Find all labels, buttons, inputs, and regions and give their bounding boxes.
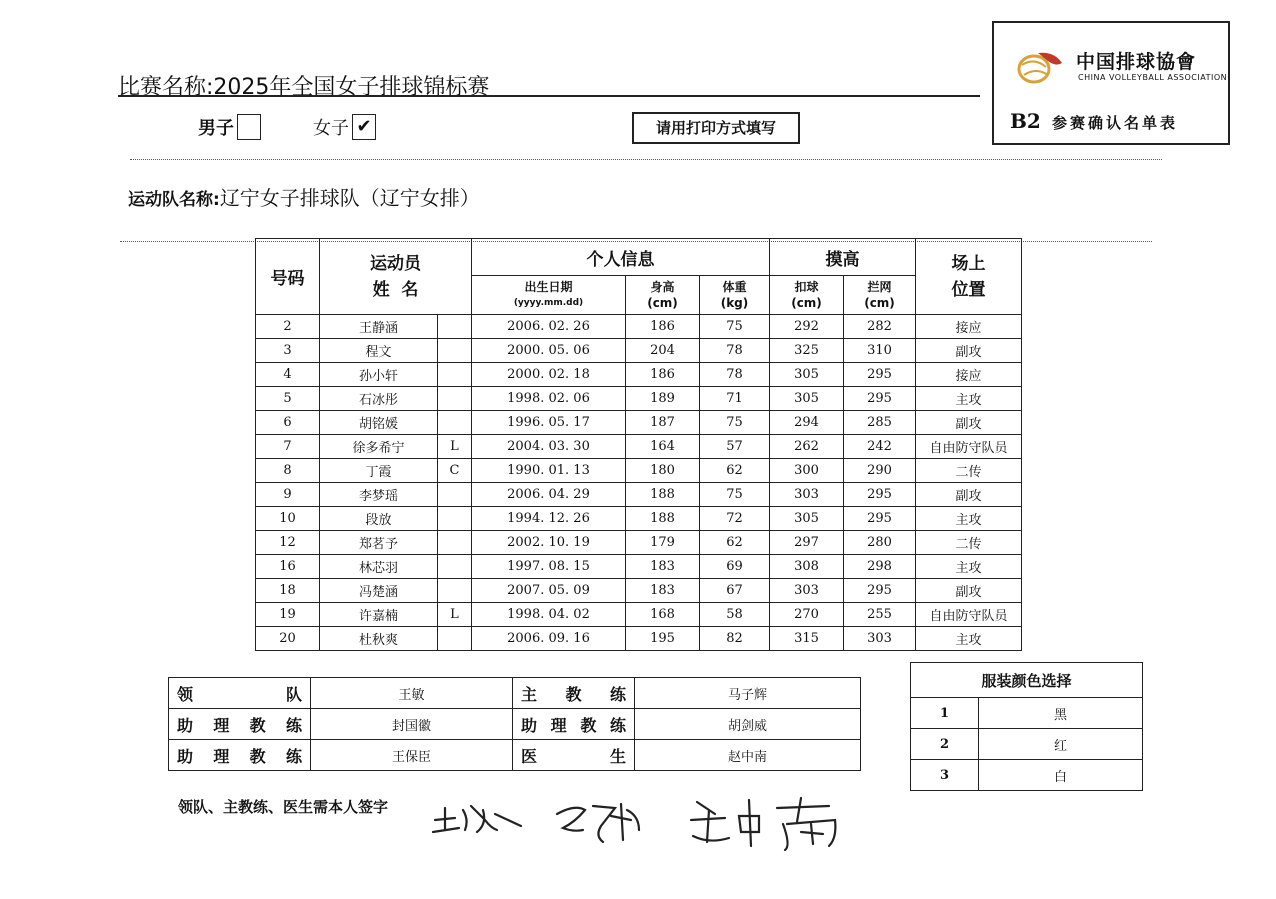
uniform-cell-color: 黑 (979, 698, 1143, 729)
roster-cell-name: 石冰彤 (320, 387, 438, 411)
roster-cell-height: 195 (626, 627, 700, 651)
roster-cell-mark (438, 579, 472, 603)
roster-cell-name: 林芯羽 (320, 555, 438, 579)
header-block-label: 拦网 (867, 280, 892, 294)
roster-cell-birth: 2002. 10. 19 (472, 531, 626, 555)
roster-cell-birth: 2006. 04. 29 (472, 483, 626, 507)
header-personal-info: 个人信息 (472, 239, 770, 276)
roster-cell-birth: 2004. 03. 30 (472, 435, 626, 459)
roster-cell-mark (438, 555, 472, 579)
roster-cell-no: 16 (256, 555, 320, 579)
roster-cell-block: 282 (844, 315, 916, 339)
print-instruction-box: 请用打印方式填写 (632, 112, 800, 144)
roster-cell-name: 郑茗予 (320, 531, 438, 555)
roster-cell-height: 204 (626, 339, 700, 363)
roster-cell-spike: 297 (770, 531, 844, 555)
female-label: 女子 (313, 118, 349, 139)
roster-row (256, 579, 1022, 603)
roster-cell-birth: 1990. 01. 13 (472, 459, 626, 483)
roster-cell-mark (438, 627, 472, 651)
roster-cell-birth: 2006. 09. 16 (472, 627, 626, 651)
roster-row (256, 459, 1022, 483)
roster-cell-spike: 305 (770, 363, 844, 387)
roster-cell-birth: 2000. 02. 18 (472, 363, 626, 387)
roster-cell-weight: 58 (700, 603, 770, 627)
roster-cell-height: 187 (626, 411, 700, 435)
roster-cell-no: 5 (256, 387, 320, 411)
roster-cell-block: 295 (844, 579, 916, 603)
roster-cell-name: 孙小轩 (320, 363, 438, 387)
roster-row (256, 315, 1022, 339)
header-height (626, 276, 700, 315)
volleyball-emblem-icon (1016, 47, 1070, 87)
header-spike (770, 276, 844, 315)
staff-row (169, 709, 861, 740)
roster-cell-block: 285 (844, 411, 916, 435)
roster-cell-name: 程文 (320, 339, 438, 363)
roster-row (256, 435, 1022, 459)
staff-cell-role-left: 领队 (169, 678, 311, 709)
gender-row (198, 114, 376, 140)
roster-cell-spike: 325 (770, 339, 844, 363)
handwritten-signatures (425, 780, 865, 860)
roster-cell-height: 168 (626, 603, 700, 627)
team-name: 辽宁女子排球队（辽宁女排） (219, 186, 480, 210)
staff-cell-name-left: 王敏 (311, 678, 513, 709)
roster-cell-mark (438, 507, 472, 531)
roster-cell-spike: 300 (770, 459, 844, 483)
roster-cell-name: 王静涵 (320, 315, 438, 339)
header-weight-label: 体重 (722, 280, 747, 294)
roster-cell-pos: 主攻 (916, 627, 1022, 651)
header-weight-unit: (kg) (720, 296, 749, 310)
signature-zhao-zhongnan (691, 798, 835, 850)
roster-cell-spike: 292 (770, 315, 844, 339)
roster-cell-mark (438, 363, 472, 387)
dotted-divider (130, 159, 1162, 160)
uniform-title: 服装颜色选择 (911, 663, 1143, 698)
roster-cell-pos: 二传 (916, 459, 1022, 483)
roster-cell-weight: 69 (700, 555, 770, 579)
association-logo-box (992, 21, 1230, 145)
roster-cell-birth: 1998. 04. 02 (472, 603, 626, 627)
roster-cell-spike: 294 (770, 411, 844, 435)
roster-cell-block: 310 (844, 339, 916, 363)
header-block (844, 276, 916, 315)
roster-cell-weight: 75 (700, 483, 770, 507)
roster-cell-weight: 62 (700, 531, 770, 555)
competition-underline (118, 95, 980, 97)
roster-cell-block: 255 (844, 603, 916, 627)
roster-cell-birth: 1996. 05. 17 (472, 411, 626, 435)
header-height-label: 身高 (650, 280, 675, 294)
roster-cell-height: 188 (626, 507, 700, 531)
roster-cell-mark (438, 387, 472, 411)
roster-cell-block: 298 (844, 555, 916, 579)
roster-cell-weight: 75 (700, 315, 770, 339)
roster-body (256, 315, 1022, 651)
staff-cell-name-left: 王保臣 (311, 740, 513, 771)
uniform-cell-no: 2 (911, 729, 979, 760)
roster-cell-spike: 305 (770, 387, 844, 411)
roster-cell-height: 186 (626, 363, 700, 387)
uniform-cell-color: 白 (979, 760, 1143, 791)
roster-cell-height: 179 (626, 531, 700, 555)
competition-label: 比赛名称: (118, 75, 214, 100)
roster-cell-height: 183 (626, 555, 700, 579)
roster-cell-birth: 2006. 02. 26 (472, 315, 626, 339)
team-label: 运动队名称: (128, 190, 220, 210)
staff-cell-role-right: 主教练 (513, 678, 635, 709)
roster-cell-birth: 1994. 12. 26 (472, 507, 626, 531)
roster-cell-weight: 78 (700, 363, 770, 387)
roster-row (256, 411, 1022, 435)
roster-cell-no: 20 (256, 627, 320, 651)
staff-table (168, 677, 861, 771)
roster-cell-no: 12 (256, 531, 320, 555)
roster-row (256, 387, 1022, 411)
roster-cell-no: 10 (256, 507, 320, 531)
association-name-en: CHINA VOLLEYBALL ASSOCIATION (1078, 73, 1228, 82)
header-block-unit: (cm) (864, 296, 895, 310)
male-checkbox[interactable] (237, 114, 261, 140)
header-position-line1: 场上 (951, 253, 986, 274)
roster-cell-mark: L (438, 603, 472, 627)
roster-cell-no: 9 (256, 483, 320, 507)
roster-cell-height: 188 (626, 483, 700, 507)
roster-cell-no: 6 (256, 411, 320, 435)
roster-row (256, 531, 1022, 555)
roster-cell-pos: 自由防守队员 (916, 603, 1022, 627)
header-athlete-name (320, 239, 472, 315)
roster-cell-height: 183 (626, 579, 700, 603)
roster-cell-pos: 接应 (916, 315, 1022, 339)
roster-cell-mark: L (438, 435, 472, 459)
roster-cell-no: 8 (256, 459, 320, 483)
header-athlete: 运动员 (370, 253, 421, 274)
roster-cell-no: 4 (256, 363, 320, 387)
roster-cell-name: 段放 (320, 507, 438, 531)
form-name: 参赛确认名单表 (1052, 114, 1179, 132)
uniform-cell-color: 红 (979, 729, 1143, 760)
roster-cell-block: 290 (844, 459, 916, 483)
header-number: 号码 (256, 239, 320, 315)
roster-cell-weight: 71 (700, 387, 770, 411)
roster-cell-block: 280 (844, 531, 916, 555)
roster-cell-weight: 78 (700, 339, 770, 363)
roster-cell-name: 徐多希宁 (320, 435, 438, 459)
roster-cell-pos: 副攻 (916, 579, 1022, 603)
roster-cell-birth: 2000. 05. 06 (472, 339, 626, 363)
uniform-cell-no: 1 (911, 698, 979, 729)
roster-cell-name: 杜秋爽 (320, 627, 438, 651)
roster-cell-height: 180 (626, 459, 700, 483)
roster-cell-weight: 72 (700, 507, 770, 531)
signature-ma-zihui (557, 804, 639, 842)
roster-cell-block: 242 (844, 435, 916, 459)
roster-cell-block: 295 (844, 507, 916, 531)
roster-cell-spike: 308 (770, 555, 844, 579)
staff-body (169, 678, 861, 771)
staff-cell-role-left: 助理教练 (169, 740, 311, 771)
roster-cell-block: 303 (844, 627, 916, 651)
male-label: 男子 (198, 118, 234, 139)
roster-cell-mark (438, 339, 472, 363)
roster-cell-pos: 接应 (916, 363, 1022, 387)
roster-cell-spike: 270 (770, 603, 844, 627)
roster-cell-spike: 305 (770, 507, 844, 531)
uniform-row (911, 698, 1143, 729)
uniform-row (911, 760, 1143, 791)
female-checkbox[interactable]: ✔ (352, 114, 376, 140)
header-spike-label: 扣球 (794, 280, 819, 294)
header-position-line2: 位置 (951, 279, 986, 300)
roster-cell-name: 胡铭媛 (320, 411, 438, 435)
roster-cell-block: 295 (844, 387, 916, 411)
staff-cell-name-right: 赵中南 (635, 740, 861, 771)
uniform-color-table (910, 662, 1143, 791)
roster-cell-spike: 262 (770, 435, 844, 459)
roster-cell-mark (438, 483, 472, 507)
roster-cell-no: 19 (256, 603, 320, 627)
roster-cell-spike: 303 (770, 483, 844, 507)
staff-cell-role-right: 医生 (513, 740, 635, 771)
roster-cell-pos: 自由防守队员 (916, 435, 1022, 459)
roster-cell-name: 丁霞 (320, 459, 438, 483)
uniform-row (911, 729, 1143, 760)
header-reach: 摸高 (770, 239, 916, 276)
header-name: 姓 名 (372, 279, 419, 300)
staff-row (169, 678, 861, 709)
roster-cell-block: 295 (844, 483, 916, 507)
roster-cell-mark (438, 531, 472, 555)
roster-cell-weight: 57 (700, 435, 770, 459)
roster-row (256, 555, 1022, 579)
roster-table (255, 238, 1022, 651)
signature-wang-min (433, 806, 521, 832)
roster-cell-weight: 67 (700, 579, 770, 603)
roster-cell-weight: 62 (700, 459, 770, 483)
roster-cell-pos: 副攻 (916, 339, 1022, 363)
roster-cell-mark (438, 411, 472, 435)
team-line (128, 182, 480, 211)
roster-cell-pos: 主攻 (916, 555, 1022, 579)
roster-cell-no: 7 (256, 435, 320, 459)
staff-cell-name-right: 胡剑威 (635, 709, 861, 740)
header-position (916, 239, 1022, 315)
roster-row (256, 363, 1022, 387)
header-birth-format: (yyyy.mm.dd) (513, 298, 584, 308)
staff-cell-name-right: 马子辉 (635, 678, 861, 709)
staff-row (169, 740, 861, 771)
roster-cell-name: 李梦瑶 (320, 483, 438, 507)
staff-cell-role-right: 助理教练 (513, 709, 635, 740)
header-birth-date (472, 276, 626, 315)
staff-cell-name-left: 封国徽 (311, 709, 513, 740)
header-weight (700, 276, 770, 315)
roster-cell-mark: C (438, 459, 472, 483)
roster-cell-height: 164 (626, 435, 700, 459)
roster-row (256, 507, 1022, 531)
roster-cell-pos: 二传 (916, 531, 1022, 555)
staff-cell-role-left: 助理教练 (169, 709, 311, 740)
roster-cell-birth: 2007. 05. 09 (472, 579, 626, 603)
roster-row (256, 627, 1022, 651)
roster-cell-height: 189 (626, 387, 700, 411)
roster-cell-block: 295 (844, 363, 916, 387)
roster-cell-pos: 副攻 (916, 483, 1022, 507)
roster-cell-birth: 1997. 08. 15 (472, 555, 626, 579)
roster-cell-pos: 主攻 (916, 387, 1022, 411)
roster-cell-pos: 副攻 (916, 411, 1022, 435)
uniform-body (911, 698, 1143, 791)
roster-cell-weight: 82 (700, 627, 770, 651)
roster-cell-spike: 315 (770, 627, 844, 651)
roster-cell-name: 许嘉楠 (320, 603, 438, 627)
roster-cell-no: 3 (256, 339, 320, 363)
association-name-cn: 中国排球協會 (1076, 51, 1197, 73)
roster-cell-pos: 主攻 (916, 507, 1022, 531)
roster-cell-spike: 303 (770, 579, 844, 603)
header-height-unit: (cm) (647, 296, 678, 310)
roster-cell-name: 冯楚涵 (320, 579, 438, 603)
header-birth-label: 出生日期 (524, 280, 573, 294)
roster-row (256, 339, 1022, 363)
roster-cell-birth: 1998. 02. 06 (472, 387, 626, 411)
roster-cell-no: 18 (256, 579, 320, 603)
roster-cell-height: 186 (626, 315, 700, 339)
roster-row (256, 603, 1022, 627)
uniform-cell-no: 3 (911, 760, 979, 791)
header-spike-unit: (cm) (791, 296, 822, 310)
roster-cell-weight: 75 (700, 411, 770, 435)
roster-cell-mark (438, 315, 472, 339)
roster-row (256, 483, 1022, 507)
competition-name: 2025年全国女子排球锦标赛 (213, 75, 490, 100)
form-code: B2 (1010, 109, 1041, 133)
signature-instruction: 领队、主教练、医生需本人签字 (178, 798, 389, 816)
roster-cell-no: 2 (256, 315, 320, 339)
